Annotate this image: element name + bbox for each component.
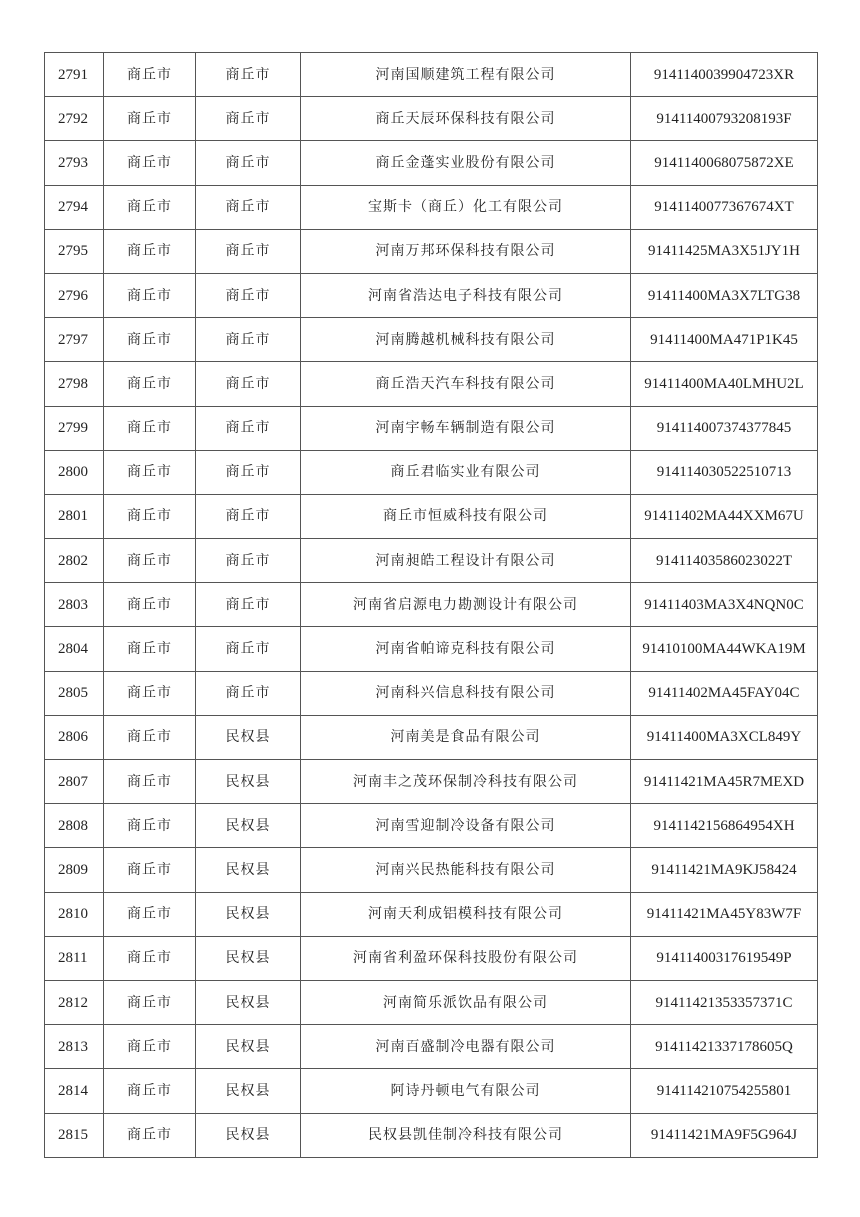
- table-row: [45, 1025, 818, 1069]
- table-row: [45, 671, 818, 715]
- table-row: [45, 362, 818, 406]
- city-cell: 商丘市: [104, 892, 196, 936]
- credit-code-cell: 9141140077367674XT: [631, 185, 818, 229]
- district-cell: 商丘市: [196, 539, 301, 583]
- credit-code-cell: 91411421MA45R7MEXD: [631, 760, 818, 804]
- credit-code-cell: 91410100MA44WKA19M: [631, 627, 818, 671]
- city-cell: 商丘市: [104, 318, 196, 362]
- company-name-cell: 河南省利盈环保科技股份有限公司: [301, 936, 631, 980]
- company-name-cell: 河南省帕谛克科技有限公司: [301, 627, 631, 671]
- city-cell: 商丘市: [104, 980, 196, 1024]
- company-name-cell: 阿诗丹顿电气有限公司: [301, 1069, 631, 1113]
- credit-code-cell: 91411421353357371C: [631, 980, 818, 1024]
- district-cell: 商丘市: [196, 229, 301, 273]
- city-cell: 商丘市: [104, 848, 196, 892]
- company-name-cell: 商丘市恒威科技有限公司: [301, 494, 631, 538]
- city-cell: 商丘市: [104, 671, 196, 715]
- company-name-cell: 河南昶皓工程设计有限公司: [301, 539, 631, 583]
- table-row: [45, 583, 818, 627]
- company-name-cell: 河南丰之茂环保制冷科技有限公司: [301, 760, 631, 804]
- district-cell: 商丘市: [196, 671, 301, 715]
- district-cell: 民权县: [196, 804, 301, 848]
- company-name-cell: 宝斯卡（商丘）化工有限公司: [301, 185, 631, 229]
- city-cell: 商丘市: [104, 141, 196, 185]
- table-row: [45, 406, 818, 450]
- credit-code-cell: 91411421MA45Y83W7F: [631, 892, 818, 936]
- district-cell: 商丘市: [196, 362, 301, 406]
- row-number-cell: 2798: [45, 362, 104, 406]
- credit-code-cell: 91411421MA9F5G964J: [631, 1113, 818, 1157]
- credit-code-cell: 914114210754255801: [631, 1069, 818, 1113]
- company-name-cell: 河南兴民热能科技有限公司: [301, 848, 631, 892]
- city-cell: 商丘市: [104, 627, 196, 671]
- credit-code-cell: 914114030522510713: [631, 450, 818, 494]
- company-name-cell: 商丘浩天汽车科技有限公司: [301, 362, 631, 406]
- city-cell: 商丘市: [104, 583, 196, 627]
- credit-code-cell: 91411400MA3XCL849Y: [631, 715, 818, 759]
- city-cell: 商丘市: [104, 362, 196, 406]
- district-cell: 民权县: [196, 760, 301, 804]
- row-number-cell: 2804: [45, 627, 104, 671]
- city-cell: 商丘市: [104, 760, 196, 804]
- row-number-cell: 2802: [45, 539, 104, 583]
- district-cell: 商丘市: [196, 53, 301, 97]
- district-cell: 民权县: [196, 1069, 301, 1113]
- company-name-cell: 商丘天辰环保科技有限公司: [301, 97, 631, 141]
- credit-code-cell: 91411421337178605Q: [631, 1025, 818, 1069]
- credit-code-cell: 91411400MA40LMHU2L: [631, 362, 818, 406]
- district-cell: 商丘市: [196, 450, 301, 494]
- row-number-cell: 2812: [45, 980, 104, 1024]
- credit-code-cell: 91411400MA471P1K45: [631, 318, 818, 362]
- credit-code-cell: 914114007374377845: [631, 406, 818, 450]
- company-name-cell: 河南腾越机械科技有限公司: [301, 318, 631, 362]
- table-row: [45, 494, 818, 538]
- district-cell: 商丘市: [196, 141, 301, 185]
- credit-code-cell: 91411400317619549P: [631, 936, 818, 980]
- city-cell: 商丘市: [104, 539, 196, 583]
- table-row: [45, 980, 818, 1024]
- company-name-cell: 河南宇畅车辆制造有限公司: [301, 406, 631, 450]
- company-name-cell: 河南万邦环保科技有限公司: [301, 229, 631, 273]
- table-row: [45, 539, 818, 583]
- district-cell: 商丘市: [196, 627, 301, 671]
- row-number-cell: 2805: [45, 671, 104, 715]
- city-cell: 商丘市: [104, 406, 196, 450]
- company-name-cell: 河南百盛制冷电器有限公司: [301, 1025, 631, 1069]
- city-cell: 商丘市: [104, 185, 196, 229]
- district-cell: 商丘市: [196, 273, 301, 317]
- city-cell: 商丘市: [104, 715, 196, 759]
- district-cell: 商丘市: [196, 494, 301, 538]
- city-cell: 商丘市: [104, 229, 196, 273]
- city-cell: 商丘市: [104, 1069, 196, 1113]
- company-name-cell: 商丘君临实业有限公司: [301, 450, 631, 494]
- table-row: [45, 229, 818, 273]
- credit-code-cell: 91411402MA44XXM67U: [631, 494, 818, 538]
- row-number-cell: 2797: [45, 318, 104, 362]
- table-row: [45, 141, 818, 185]
- table-body: [45, 53, 818, 1158]
- row-number-cell: 2803: [45, 583, 104, 627]
- table-row: [45, 1069, 818, 1113]
- table-row: [45, 450, 818, 494]
- district-cell: 民权县: [196, 1113, 301, 1157]
- city-cell: 商丘市: [104, 97, 196, 141]
- district-cell: 商丘市: [196, 318, 301, 362]
- district-cell: 商丘市: [196, 185, 301, 229]
- row-number-cell: 2801: [45, 494, 104, 538]
- district-cell: 商丘市: [196, 406, 301, 450]
- district-cell: 民权县: [196, 936, 301, 980]
- table-row: [45, 760, 818, 804]
- credit-code-cell: 91411403MA3X4NQN0C: [631, 583, 818, 627]
- table-row: [45, 1113, 818, 1157]
- company-name-cell: 河南美是食品有限公司: [301, 715, 631, 759]
- city-cell: 商丘市: [104, 494, 196, 538]
- row-number-cell: 2814: [45, 1069, 104, 1113]
- table-row: [45, 804, 818, 848]
- company-name-cell: 河南科兴信息科技有限公司: [301, 671, 631, 715]
- document-page: [44, 52, 817, 1158]
- table-row: [45, 97, 818, 141]
- company-name-cell: 民权县凯佳制冷科技有限公司: [301, 1113, 631, 1157]
- city-cell: 商丘市: [104, 450, 196, 494]
- credit-code-cell: 91411425MA3X51JY1H: [631, 229, 818, 273]
- row-number-cell: 2806: [45, 715, 104, 759]
- company-name-cell: 商丘金蓬实业股份有限公司: [301, 141, 631, 185]
- table-row: [45, 715, 818, 759]
- district-cell: 民权县: [196, 715, 301, 759]
- city-cell: 商丘市: [104, 936, 196, 980]
- enterprise-list-table: [44, 52, 818, 1158]
- row-number-cell: 2809: [45, 848, 104, 892]
- table-row: [45, 185, 818, 229]
- district-cell: 民权县: [196, 892, 301, 936]
- company-name-cell: 河南国顺建筑工程有限公司: [301, 53, 631, 97]
- row-number-cell: 2793: [45, 141, 104, 185]
- company-name-cell: 河南省浩达电子科技有限公司: [301, 273, 631, 317]
- credit-code-cell: 9141142156864954XH: [631, 804, 818, 848]
- company-name-cell: 河南天利成铝模科技有限公司: [301, 892, 631, 936]
- table-row: [45, 53, 818, 97]
- credit-code-cell: 91411402MA45FAY04C: [631, 671, 818, 715]
- row-number-cell: 2796: [45, 273, 104, 317]
- credit-code-cell: 91411400MA3X7LTG38: [631, 273, 818, 317]
- row-number-cell: 2810: [45, 892, 104, 936]
- company-name-cell: 河南省启源电力勘测设计有限公司: [301, 583, 631, 627]
- credit-code-cell: 9141140068075872XE: [631, 141, 818, 185]
- district-cell: 民权县: [196, 1025, 301, 1069]
- city-cell: 商丘市: [104, 53, 196, 97]
- company-name-cell: 河南雪迎制冷设备有限公司: [301, 804, 631, 848]
- credit-code-cell: 9141140039904723XR: [631, 53, 818, 97]
- city-cell: 商丘市: [104, 1025, 196, 1069]
- table-row: [45, 273, 818, 317]
- table-row: [45, 892, 818, 936]
- row-number-cell: 2791: [45, 53, 104, 97]
- table-row: [45, 848, 818, 892]
- company-name-cell: 河南简乐派饮品有限公司: [301, 980, 631, 1024]
- row-number-cell: 2792: [45, 97, 104, 141]
- row-number-cell: 2799: [45, 406, 104, 450]
- district-cell: 民权县: [196, 848, 301, 892]
- table-row: [45, 318, 818, 362]
- table-row: [45, 627, 818, 671]
- credit-code-cell: 91411403586023022T: [631, 539, 818, 583]
- district-cell: 民权县: [196, 980, 301, 1024]
- row-number-cell: 2795: [45, 229, 104, 273]
- row-number-cell: 2800: [45, 450, 104, 494]
- table-row: [45, 936, 818, 980]
- row-number-cell: 2811: [45, 936, 104, 980]
- city-cell: 商丘市: [104, 804, 196, 848]
- district-cell: 商丘市: [196, 583, 301, 627]
- row-number-cell: 2807: [45, 760, 104, 804]
- row-number-cell: 2813: [45, 1025, 104, 1069]
- row-number-cell: 2815: [45, 1113, 104, 1157]
- district-cell: 商丘市: [196, 97, 301, 141]
- city-cell: 商丘市: [104, 273, 196, 317]
- row-number-cell: 2794: [45, 185, 104, 229]
- row-number-cell: 2808: [45, 804, 104, 848]
- city-cell: 商丘市: [104, 1113, 196, 1157]
- credit-code-cell: 91411421MA9KJ58424: [631, 848, 818, 892]
- credit-code-cell: 91411400793208193F: [631, 97, 818, 141]
